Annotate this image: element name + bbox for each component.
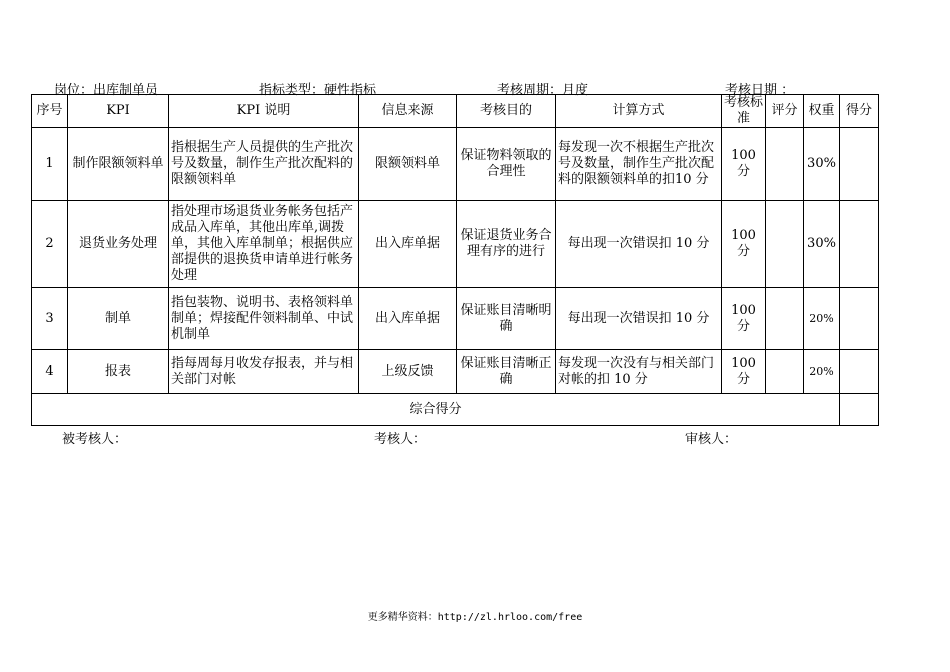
calculation: 每出现一次错误扣 10 分: [556, 201, 722, 288]
standard: 100 分: [722, 288, 766, 350]
kpi-name: 报表: [68, 350, 169, 394]
purpose: 保证退货业务合理有序的进行: [457, 201, 556, 288]
kpi-description: 指根据生产人员提供的生产批次号及数量，制作生产批次配料的限额领料单: [169, 128, 359, 201]
score-cell[interactable]: [766, 201, 804, 288]
score-cell[interactable]: [766, 350, 804, 394]
table-row: [32, 350, 879, 394]
column-header: KPI 说明: [169, 95, 359, 128]
standard: 100 分: [722, 201, 766, 288]
score-cell[interactable]: [766, 128, 804, 201]
kpi-name: 制作限额领料单: [68, 128, 169, 201]
info-source: 出入库单据: [359, 201, 457, 288]
weight: 20%: [804, 350, 840, 394]
reviewer-signature: 审核人：: [685, 432, 738, 447]
info-source: 上级反馈: [359, 350, 457, 394]
result-cell[interactable]: [840, 201, 879, 288]
position-label: 岗位：出库制单员: [54, 83, 159, 98]
total-row: [32, 394, 879, 426]
calculation: 每发现一次不根据生产批次号及数量，制作生产批次配料的限额领料单的扣10 分: [556, 128, 722, 201]
score-cell[interactable]: [766, 288, 804, 350]
result-cell[interactable]: [840, 128, 879, 201]
result-cell[interactable]: [840, 350, 879, 394]
column-header: 考核标准: [722, 95, 766, 128]
column-header: 信息来源: [359, 95, 457, 128]
row-number: 1: [32, 128, 68, 201]
period-label: 考核周期：月度: [497, 83, 589, 98]
info-source: 出入库单据: [359, 288, 457, 350]
weight: 30%: [804, 201, 840, 288]
table-header-row: [32, 95, 879, 128]
table-row: [32, 288, 879, 350]
standard: 100 分: [722, 128, 766, 201]
standard: 100 分: [722, 350, 766, 394]
row-number: 2: [32, 201, 68, 288]
column-header: 评分: [766, 95, 804, 128]
date-label: 考核日期 ：: [725, 83, 795, 98]
calculation: 每发现一次没有与相关部门对帐的扣 10 分: [556, 350, 722, 394]
weight: 20%: [804, 288, 840, 350]
indicator-type-label: 指标类型：硬性指标: [259, 83, 377, 98]
purpose: 保证物料领取的合理性: [457, 128, 556, 201]
column-header: KPI: [68, 95, 169, 128]
column-header: 计算方式: [556, 95, 722, 128]
row-number: 3: [32, 288, 68, 350]
column-header: 得分: [840, 95, 879, 128]
purpose: 保证账目清晰明确: [457, 288, 556, 350]
kpi-description: 指包装物、说明书、表格领料单制单；焊接配件领料制单、中试机制单: [169, 288, 359, 350]
row-number: 4: [32, 350, 68, 394]
kpi-table: [31, 94, 879, 426]
kpi-description: 指每周每月收发存报表，并与相关部门对帐: [169, 350, 359, 394]
kpi-name: 退货业务处理: [68, 201, 169, 288]
column-header: 序号: [32, 95, 68, 128]
total-score-cell[interactable]: [840, 394, 879, 426]
calculation: 每出现一次错误扣 10 分: [556, 288, 722, 350]
total-label: 综合得分: [32, 394, 840, 426]
table-row: [32, 201, 879, 288]
kpi-name: 制单: [68, 288, 169, 350]
purpose: 保证账目清晰正确: [457, 350, 556, 394]
info-source: 限额领料单: [359, 128, 457, 201]
weight: 30%: [804, 128, 840, 201]
examiner-signature: 考核人：: [374, 432, 427, 447]
result-cell[interactable]: [840, 288, 879, 350]
examinee-signature: 被考核人：: [62, 432, 128, 447]
column-header: 权重: [804, 95, 840, 128]
kpi-description: 指处理市场退货业务帐务包括产成品入库单，其他出库单,调拨单，其他入库单制单；根据供应部提供的退换货申请单进行帐务处理: [169, 201, 359, 288]
column-header: 考核目的: [457, 95, 556, 128]
table-row: [32, 128, 879, 201]
footer-link[interactable]: 更多精华资料：http://zl.hrloo.com/free: [367, 612, 583, 623]
